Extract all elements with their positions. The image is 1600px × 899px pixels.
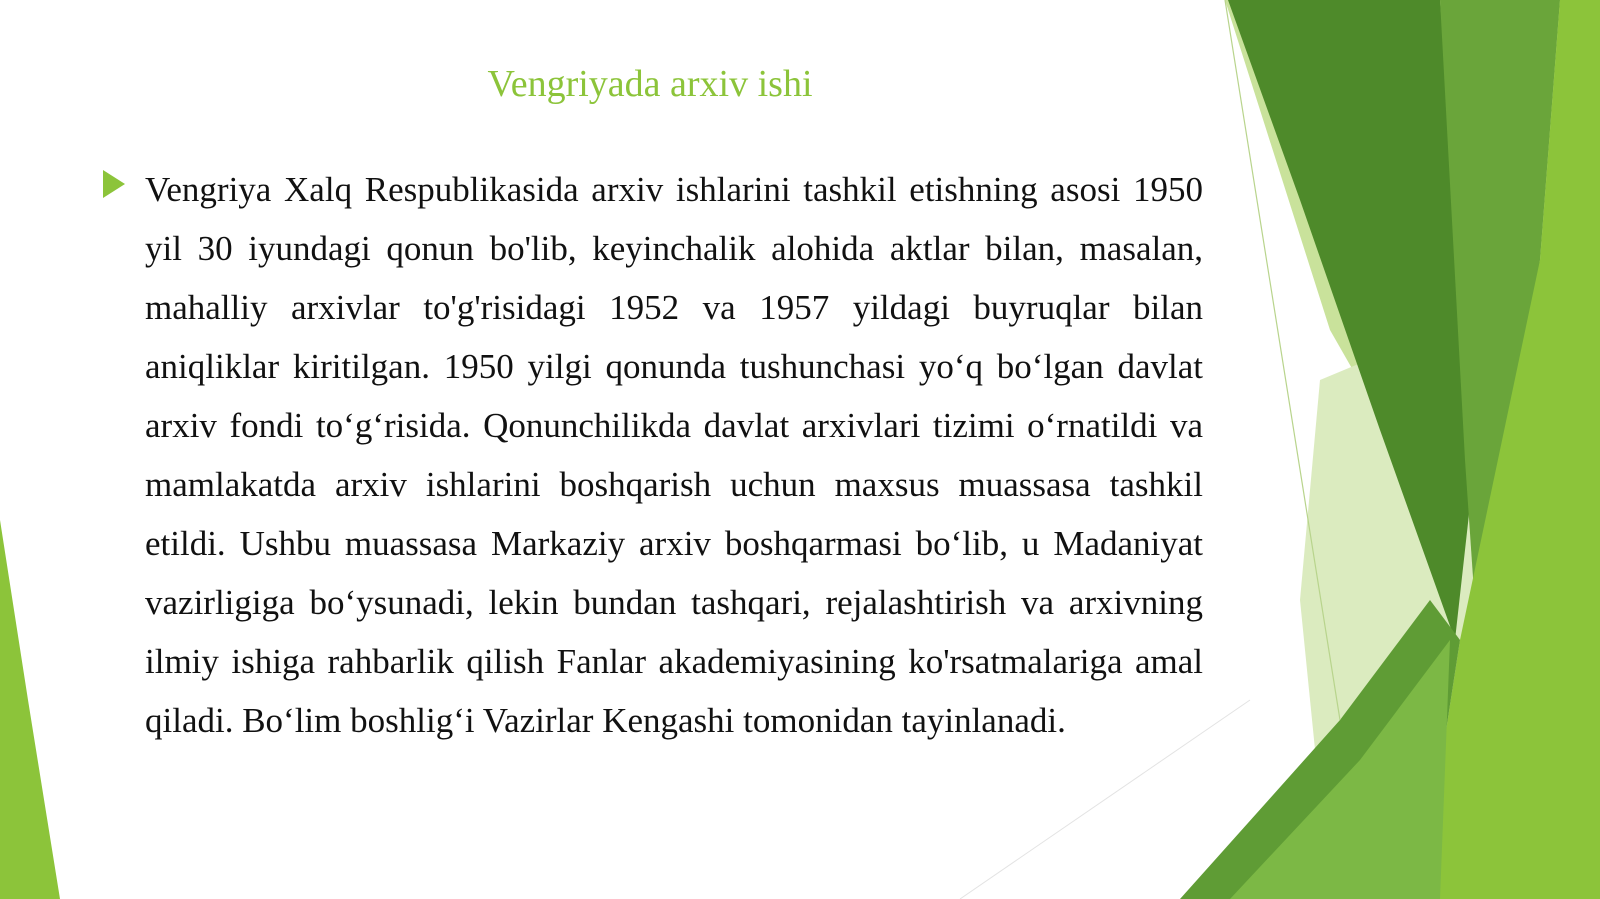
slide-title: Vengriyada arxiv ishi [487, 63, 813, 105]
left-green-shape [0, 520, 60, 899]
bullet-text: Vengriya Xalq Respublikasida arxiv ishlarini tashkil etishning asosi 1950 yil 30 iyundagi qonun bo'lib, keyinchalik alohida aktlar bilan, masalan, mahalliy arxivlar to'g'risidagi 1952 va 1957 yildagi buyruqlar bilan aniqliklar kiritilgan. 1950 yilgi qonunda tushunchasi yo‘q bo‘lgan davlat arxiv fondi to‘g‘risida. Qonunchilikda davlat arxivlari tizimi o‘rnatildi va mamlakatda arxiv ishlarini boshqarish uchun maxsus muassasa tashkil etildi. Ushbu muassasa Markaziy arxiv boshqarmasi bo‘lib, u Madaniyat vazirligiga bo‘ysunadi, lekin bundan tashqari, rejalashtirish va arxivning ilmiy ishiga rahbarlik qilish Fanlar akademiyasining ko'rsatmalariga amal qiladi. Bo‘lim boshlig‘i Vazirlar Kengashi tomonidan tayinlanadi. [145, 170, 1203, 740]
triangle-bullet-icon [103, 170, 125, 198]
